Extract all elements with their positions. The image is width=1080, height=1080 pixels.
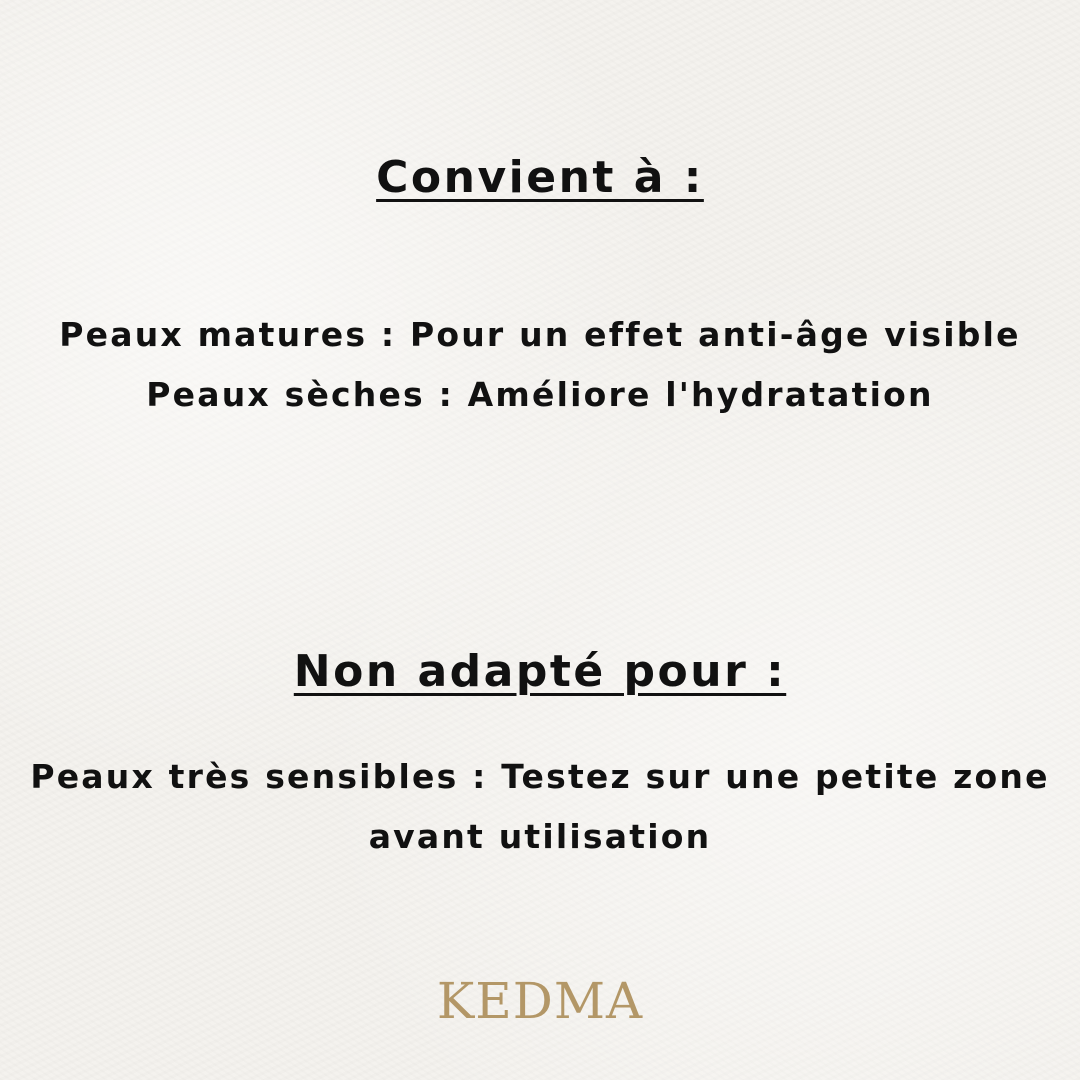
suitable-item-mature-skin: Peaux matures : Pour un effet anti-âge visible	[59, 315, 1021, 354]
not-suitable-item-line-2: avant utilisation	[368, 817, 712, 856]
not-suitable-item-line-1: Peaux très sensibles : Testez sur une petite zone	[30, 757, 1050, 796]
suitable-heading: Convient à :	[376, 152, 704, 203]
suitable-item-dry-skin: Peaux sèches : Améliore l'hydratation	[146, 375, 934, 414]
not-suitable-heading: Non adapté pour :	[293, 646, 787, 697]
brand-logo: KEDMA	[436, 972, 644, 1030]
